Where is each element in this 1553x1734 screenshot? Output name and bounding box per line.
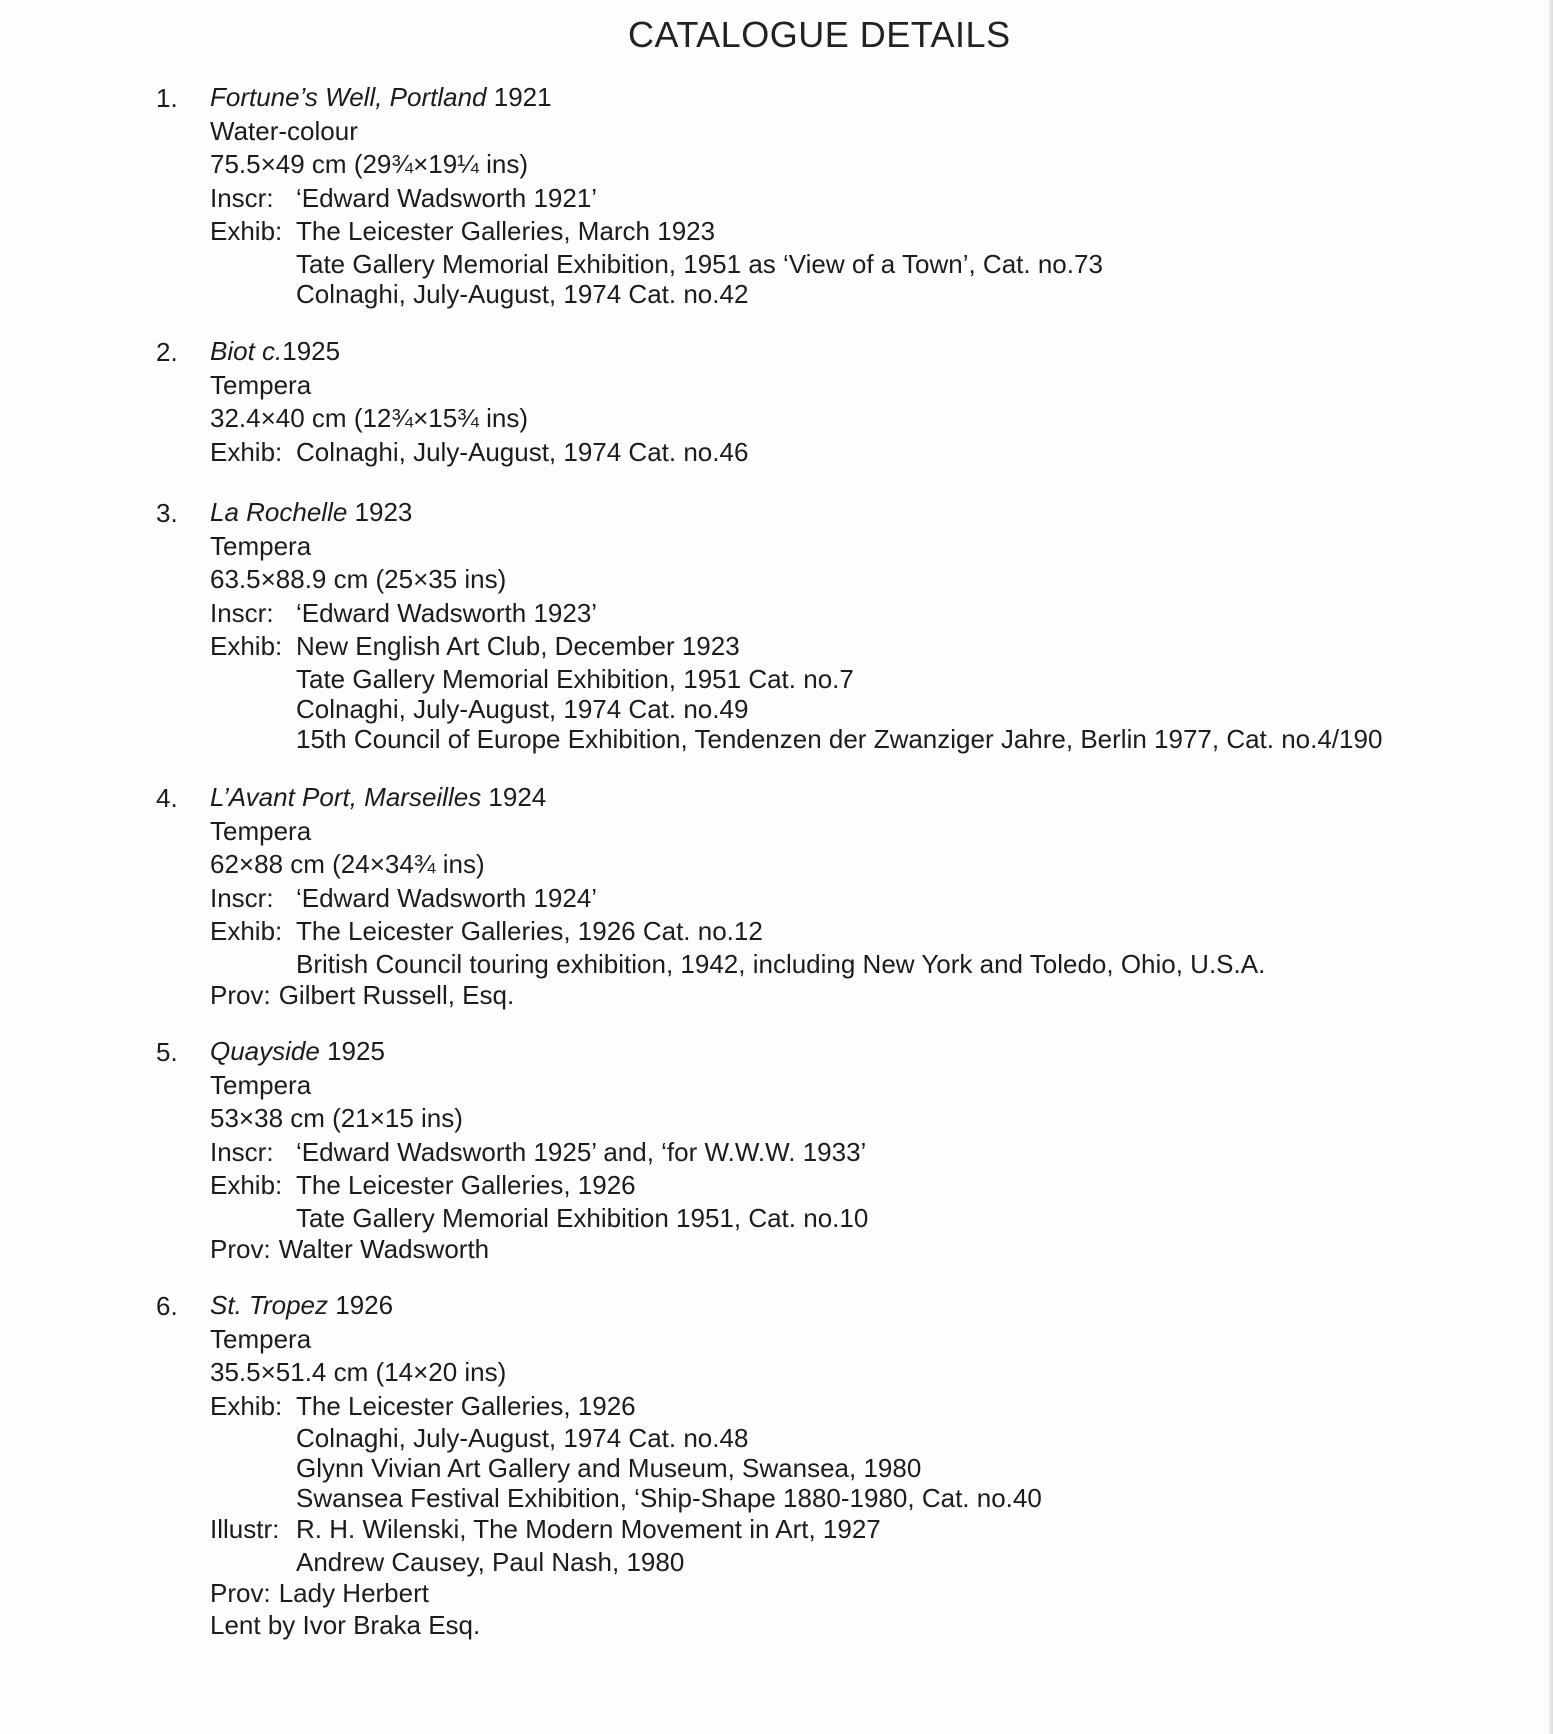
- inscr-value: ‘Edward Wadsworth 1924’: [296, 882, 598, 913]
- prov-row: [210, 1577, 1500, 1611]
- exhib-label: Exhib:: [210, 1390, 283, 1421]
- entry-year: 1923: [347, 497, 413, 527]
- exhib-item: The Leicester Galleries, 1926: [296, 1170, 636, 1200]
- exhib-label: Exhib:: [210, 436, 283, 467]
- entry-dimensions: 63.5×88.9 cm (25×35 ins): [210, 564, 507, 594]
- exhib-item: 15th Council of Europe Exhibition, Tendenzen der Zwanziger Jahre, Berlin 1977, Cat. no.4/190: [296, 723, 1383, 754]
- illustr-label: Illustr:: [210, 1514, 280, 1544]
- page-edge-shadow: [1549, 0, 1553, 1734]
- entry-dimensions: 75.5×49 cm (29¾×19¼ ins): [210, 149, 528, 179]
- prov-value: Lady Herbert: [278, 1577, 429, 1608]
- exhib-item: Swansea Festival Exhibition, ‘Ship-Shape 1880-1980, Cat. no.40: [296, 1483, 1042, 1513]
- inscr-label: Inscr:: [210, 597, 274, 628]
- exhib-values: [296, 1390, 1042, 1514]
- exhib-row: [210, 1390, 1500, 1514]
- inscr-value: ‘Edward Wadsworth 1925’ and, ‘for W.W.W. 1933’: [296, 1136, 867, 1167]
- entry-number: 5.: [156, 1037, 178, 1067]
- entry-body: [210, 81, 1500, 309]
- exhib-values: [296, 436, 748, 470]
- entry-title: St. Tropez: [210, 1290, 329, 1320]
- exhib-values: [296, 630, 1382, 754]
- exhib-item: British Council touring exhibition, 1942, including New York and Toledo, Ohio, U.S.A.: [296, 948, 1266, 979]
- entry-medium: Tempera: [210, 1069, 312, 1100]
- prov-label: Prov:: [210, 1577, 271, 1608]
- entry-number: 3.: [156, 498, 178, 528]
- entry-body: [210, 1289, 1500, 1640]
- entry-year: 1925: [282, 336, 341, 366]
- entry-medium: Tempera: [210, 530, 312, 561]
- inscr-row: [210, 882, 1500, 916]
- entry-dimensions: 53×38 cm (21×15 ins): [210, 1103, 463, 1133]
- entry-title-line: [210, 496, 1500, 530]
- exhib-item: Colnaghi, July-August, 1974 Cat. no.48: [296, 1423, 749, 1453]
- page-title: CATALOGUE DETAILS: [628, 14, 1011, 55]
- exhib-label: Exhib:: [210, 631, 283, 661]
- prov-label: Prov:: [210, 1233, 271, 1264]
- exhib-label: Exhib:: [210, 916, 283, 946]
- illustr-values: [296, 1513, 881, 1577]
- entry-title-line: [210, 335, 1500, 369]
- entry-title: Fortune’s Well, Portland: [210, 82, 487, 112]
- inscr-label: Inscr:: [210, 882, 274, 913]
- exhib-item: Colnaghi, July-August, 1974 Cat. no.42: [296, 278, 749, 309]
- entry-year: 1926: [328, 1290, 394, 1320]
- inscr-value: ‘Edward Wadsworth 1921’: [296, 182, 598, 213]
- lent-by: Lent by Ivor Braka Esq.: [210, 1610, 481, 1640]
- entry-body: [210, 335, 1500, 469]
- entry-year: 1924: [481, 782, 547, 812]
- exhib-values: [296, 915, 1265, 979]
- exhib-item: The Leicester Galleries, 1926: [296, 1390, 636, 1421]
- entry-title: Quayside: [210, 1036, 320, 1066]
- entry-medium: Tempera: [210, 1323, 312, 1354]
- entry-number: 1.: [156, 83, 178, 113]
- entry-title: La Rochelle: [210, 497, 348, 527]
- exhib-item: New English Art Club, December 1923: [296, 631, 740, 661]
- exhib-item: Colnaghi, July-August, 1974 Cat. no.49: [296, 693, 749, 724]
- entry-title: Biot c.: [210, 336, 283, 366]
- exhib-row: [210, 1169, 1500, 1233]
- entry-title-line: [210, 81, 1500, 115]
- exhib-values: [296, 215, 1103, 309]
- illustr-row: [210, 1513, 1500, 1577]
- illustr-item: R. H. Wilenski, The Modern Movement in Art, 1927: [296, 1514, 881, 1544]
- inscr-row: [210, 182, 1500, 216]
- prov-row: [210, 979, 1500, 1013]
- entry-body: [210, 1035, 1500, 1266]
- illustr-item: Andrew Causey, Paul Nash, 1980: [296, 1546, 685, 1577]
- entry-dimensions: 62×88 cm (24×34¾ ins): [210, 849, 485, 879]
- exhib-item: Colnaghi, July-August, 1974 Cat. no.46: [296, 436, 749, 467]
- entry-dimensions: 35.5×51.4 cm (14×20 ins): [210, 1357, 507, 1387]
- exhib-item: Tate Gallery Memorial Exhibition, 1951 Cat. no.7: [296, 663, 854, 694]
- entry-title: L’Avant Port, Marseilles: [210, 782, 482, 812]
- prov-row: [210, 1233, 1500, 1267]
- prov-value: Walter Wadsworth: [278, 1233, 490, 1264]
- inscr-label: Inscr:: [210, 182, 274, 213]
- inscr-row: [210, 1136, 1500, 1170]
- entry-title-line: [210, 781, 1500, 815]
- exhib-label: Exhib:: [210, 1170, 283, 1200]
- exhib-item: The Leicester Galleries, 1926 Cat. no.12: [296, 916, 763, 946]
- inscr-row: [210, 597, 1500, 631]
- exhib-item: Glynn Vivian Art Gallery and Museum, Swansea, 1980: [296, 1453, 922, 1483]
- exhib-row: [210, 215, 1500, 309]
- exhib-item: Tate Gallery Memorial Exhibition, 1951 as ‘View of a Town’, Cat. no.73: [296, 248, 1103, 279]
- entry-number: 2.: [156, 337, 178, 367]
- entry-medium: Water-colour: [210, 115, 358, 146]
- exhib-label: Exhib:: [210, 216, 283, 246]
- exhib-item: Tate Gallery Memorial Exhibition 1951, Cat. no.10: [296, 1202, 869, 1233]
- entry-dimensions: 32.4×40 cm (12¾×15¾ ins): [210, 403, 528, 433]
- prov-label: Prov:: [210, 979, 271, 1010]
- entry-year: 1925: [319, 1036, 385, 1066]
- exhib-row: [210, 630, 1500, 754]
- inscr-label: Inscr:: [210, 1136, 274, 1167]
- entry-medium: Tempera: [210, 815, 312, 846]
- entry-year: 1921: [486, 82, 552, 112]
- exhib-row: [210, 436, 1500, 470]
- entry-body: [210, 781, 1500, 1012]
- entry-title-line: [210, 1035, 1500, 1069]
- exhib-values: [296, 1169, 868, 1233]
- entry-number: 4.: [156, 783, 178, 813]
- exhib-item: The Leicester Galleries, March 1923: [296, 216, 716, 246]
- entry-title-line: [210, 1289, 1500, 1323]
- entry-body: [210, 496, 1500, 754]
- inscr-value: ‘Edward Wadsworth 1923’: [296, 597, 598, 628]
- entry-number: 6.: [156, 1291, 178, 1321]
- exhib-row: [210, 915, 1500, 979]
- prov-value: Gilbert Russell, Esq.: [278, 979, 515, 1010]
- entry-medium: Tempera: [210, 369, 312, 400]
